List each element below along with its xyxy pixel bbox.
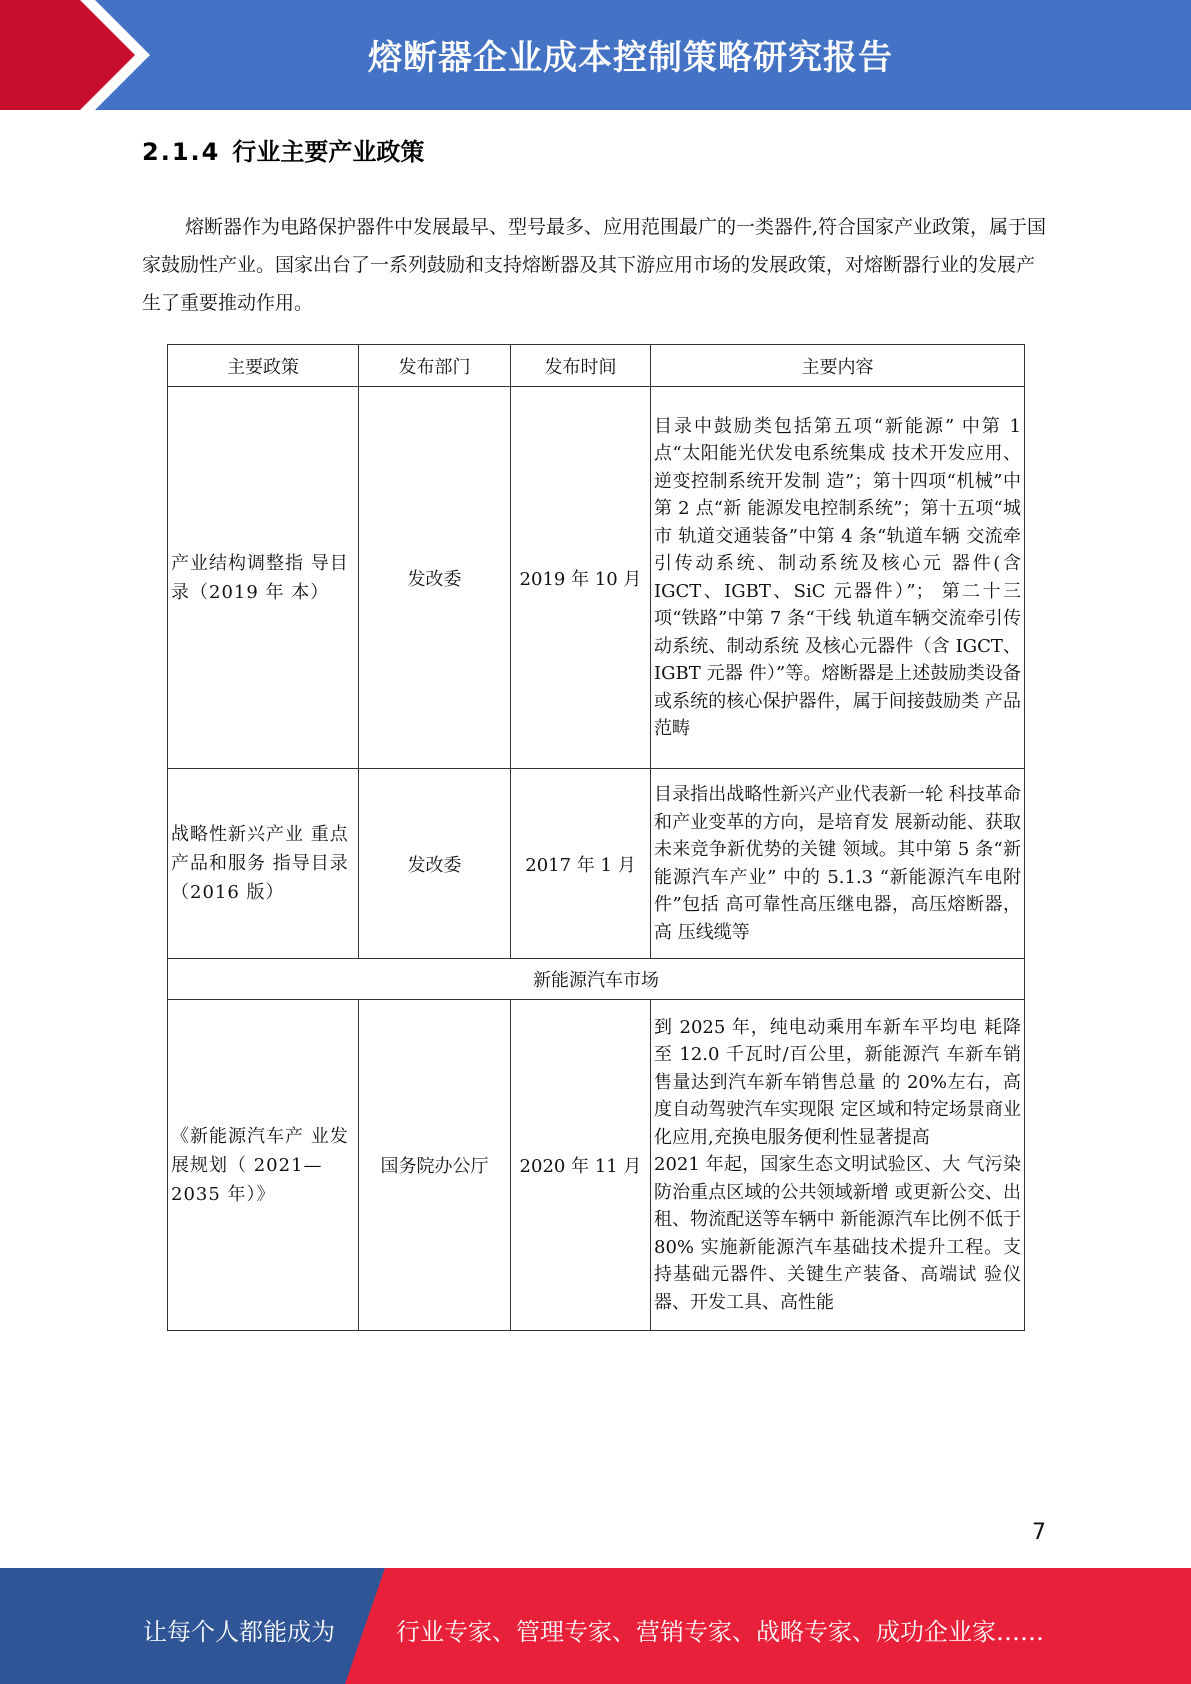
section-heading — [142, 132, 424, 167]
cell-date: 2017 年 1 月 — [511, 769, 651, 959]
section-title: 行业主要产业政策 — [232, 138, 425, 166]
content-part-b: 2021 年起，国家生态文明试验区、大 气污染防治重点区域的公共领域新增 或更新公交、出租、物流配送等车辆中 新能源汽车比例不低于 80% 实施新能源汽车基础技术提升工程。支 持基础元器件、关键生产装备、高端试 验仪器、开发工具、高性能 — [654, 1154, 1021, 1313]
header-dept: 发布部门 — [359, 345, 511, 387]
footer-banner — [0, 1568, 1191, 1684]
header-policy: 主要政策 — [168, 345, 359, 387]
header-date: 发布时间 — [511, 345, 651, 387]
table-row — [168, 1000, 1025, 1331]
policy-table — [167, 344, 1025, 1331]
report-title: 熔断器企业成本控制策略研究报告 — [368, 38, 893, 78]
cell-policy: 《新能源汽车产 业发展规划（ 2021—2035 年）》 — [168, 1000, 359, 1331]
cell-date: 2020 年 11 月 — [511, 1000, 651, 1331]
cell-content: 目录中鼓励类包括第五项“新能源” 中第 1 点“太阳能光伏发电系统集成 技术开发应用、逆变控制系统开发制 造”；第十四项“机械”中第 2 点“新 能源发电控制系统”；第十五项“城市 轨道交通装备”中第 4 条“轨道车辆 交流牵引传动系统、制动系统及核心元 器件(含 IGCT、IGBT、SiC 元器件）”； 第二十三项“铁路”中第 7 条“干线 轨道车辆交流牵引传动系统、制动系统 及核心元器件（含 IGCT、IGBT 元器 件）”等。熔断器是上述鼓励类设备或系统的核心保护器件，属于间接鼓励类 产品范畴 — [651, 387, 1025, 769]
section-number: 2.1.4 — [142, 138, 221, 166]
table-row — [168, 769, 1025, 959]
header-banner — [0, 0, 1191, 110]
cell-date: 2019 年 10 月 — [511, 387, 651, 769]
intro-text — [142, 208, 1047, 322]
cell-policy: 产业结构调整指 导目录（2019 年 本） — [168, 387, 359, 769]
cell-dept: 国务院办公厅 — [359, 1000, 511, 1331]
page-number: 7 — [1032, 1520, 1046, 1545]
table-row — [168, 387, 1025, 769]
table-group-row — [168, 959, 1025, 1000]
cell-policy: 战略性新兴产业 重点产品和服务 指导目录（2016 版） — [168, 769, 359, 959]
group-label: 新能源汽车市场 — [168, 959, 1025, 1000]
intro-paragraph: 熔断器作为电路保护器件中发展最早、型号最多、应用范围最广的一类器件,符合国家产业政策，属于国家鼓励性产业。国家出台了一系列鼓励和支持熔断器及其下游应用市场的发展政策，对熔断器行业的发展产生了重要推动作用。 — [142, 216, 1047, 314]
footer-slogan-left: 让每个人都能成为 — [143, 1618, 335, 1646]
cell-content — [651, 1000, 1025, 1331]
footer-slogan-right: 行业专家、管理专家、营销专家、战略专家、成功企业家…… — [396, 1618, 1044, 1646]
cell-dept: 发改委 — [359, 769, 511, 959]
cell-dept: 发改委 — [359, 387, 511, 769]
content-part-a: 到 2025 年，纯电动乘用车新车平均电 耗降至 12.0 千瓦时/百公里，新能源汽 车新车销售量达到汽车新车销售总量 的 20%左右，高度自动驾驶汽车实现限 定区域和特定场景商业化应用,充换电服务便利性显著提高 — [654, 1016, 1021, 1148]
cell-content: 目录指出战略性新兴产业代表新一轮 科技革命和产业变革的方向，是培育发 展新动能、获取未来竞争新优势的关键 领域。其中第 5 条“新能源汽车产业” 中的 5.1.3 “新能源汽车电附件”包括 高可靠性高压继电器，高压熔断器，高 压线缆等 — [651, 769, 1025, 959]
header-content: 主要内容 — [651, 345, 1025, 387]
table-header-row — [168, 345, 1025, 387]
